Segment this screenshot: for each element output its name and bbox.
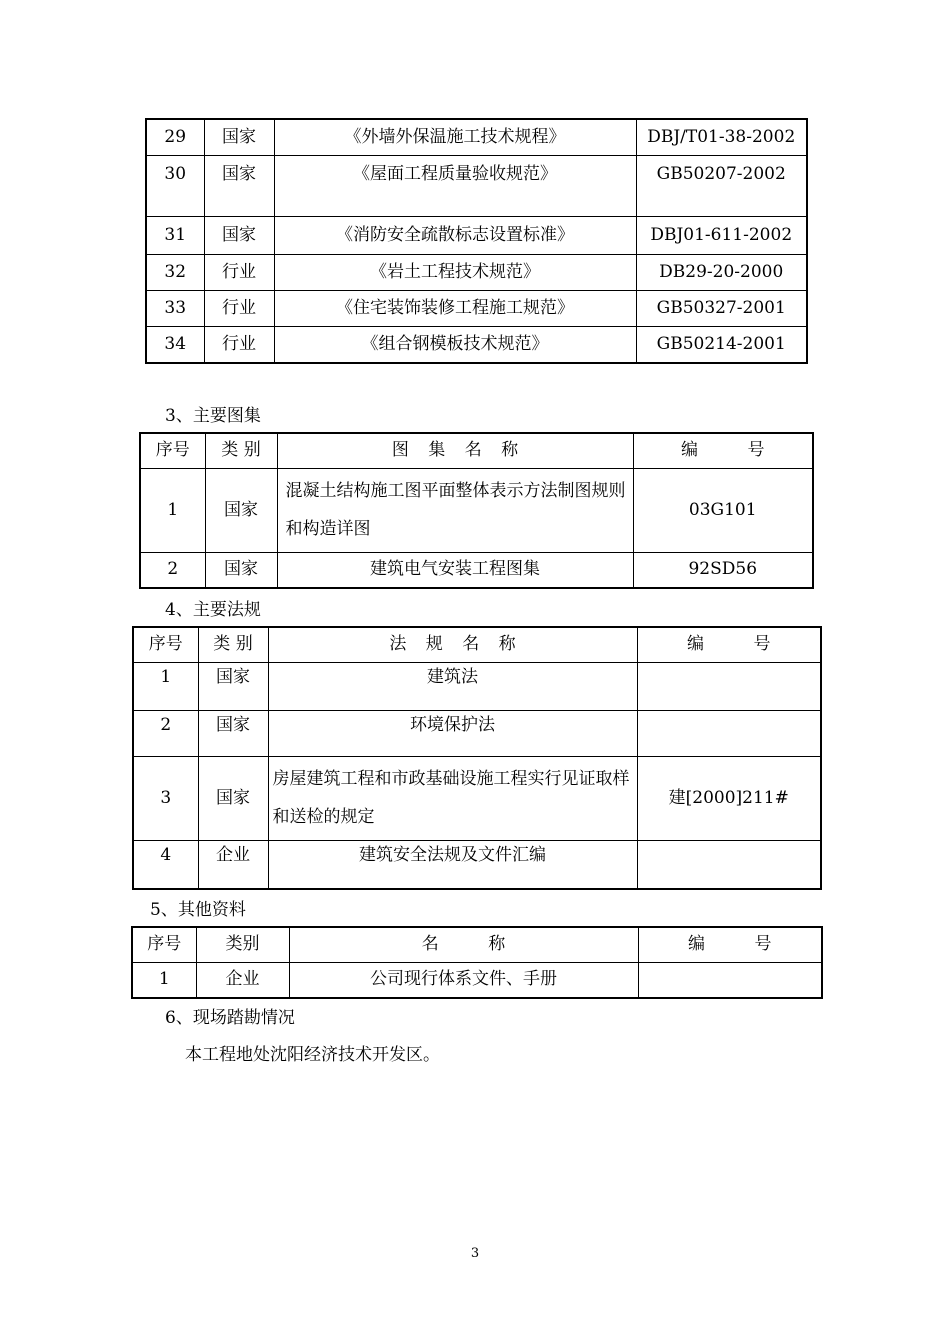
row-type: 国家 [204,119,274,155]
row-number: 1 [133,662,198,710]
row-name: 《组合钢模板技术规范》 [274,326,636,363]
row-code: DB29-20-2000 [636,254,807,290]
row-number: 3 [133,756,198,840]
row-number: 1 [132,962,196,998]
table-header-row [140,433,813,468]
row-name: 公司现行体系文件、手册 [289,962,638,998]
row-code: GB50214-2001 [636,326,807,363]
section-paragraph: 本工程地处沈阳经济技术开发区。 [185,1045,440,1065]
row-type: 国家 [204,216,274,254]
regulations-table [132,626,822,890]
row-code: GB50207-2002 [636,155,807,216]
row-type: 国家 [205,552,277,588]
row-code: 建[2000]211# [637,756,821,840]
table-row [146,254,807,290]
row-number: 1 [140,468,205,552]
header-number: 序号 [132,927,196,962]
header-number: 序号 [133,627,198,662]
header-type: 类 别 [198,627,268,662]
row-type: 行业 [204,254,274,290]
row-type: 国家 [204,155,274,216]
row-number: 32 [146,254,204,290]
section-heading: 3、主要图集 [165,406,261,426]
header-code: 编 号 [637,627,821,662]
row-name: 建筑法 [268,662,637,710]
row-code [638,962,822,998]
page-number: 3 [470,1246,480,1261]
atlas-table [139,432,814,589]
table-row [146,119,807,155]
table-row [146,326,807,363]
table-header-row [133,627,821,662]
other-materials-table [131,926,823,999]
row-type: 国家 [198,710,268,756]
header-number: 序号 [140,433,205,468]
row-number: 30 [146,155,204,216]
row-code: GB50327-2001 [636,290,807,326]
row-type: 企业 [196,962,289,998]
row-type: 行业 [204,290,274,326]
row-code [637,662,821,710]
row-number: 33 [146,290,204,326]
header-name: 法 规 名 称 [268,627,637,662]
row-name: 《岩土工程技术规范》 [274,254,636,290]
row-name: 房屋建筑工程和市政基础设施工程实行见证取样和送检的规定 [268,756,637,840]
table-row [146,216,807,254]
header-type: 类 别 [205,433,277,468]
header-name: 名 称 [289,927,638,962]
row-type: 国家 [205,468,277,552]
table-row [146,155,807,216]
row-name: 建筑安全法规及文件汇编 [268,840,637,889]
row-code: DBJ01-611-2002 [636,216,807,254]
header-code: 编 号 [633,433,813,468]
section-heading: 5、其他资料 [150,900,246,920]
standards-table [145,118,808,364]
row-number: 2 [140,552,205,588]
row-code: 92SD56 [633,552,813,588]
row-name: 《住宅装饰装修工程施工规范》 [274,290,636,326]
row-number: 4 [133,840,198,889]
row-name: 环境保护法 [268,710,637,756]
row-name: 《外墙外保温施工技术规程》 [274,119,636,155]
row-type: 国家 [198,756,268,840]
header-type: 类别 [196,927,289,962]
row-name: 《消防安全疏散标志设置标准》 [274,216,636,254]
table-row [146,290,807,326]
row-number: 2 [133,710,198,756]
row-type: 行业 [204,326,274,363]
row-type: 国家 [198,662,268,710]
row-code [637,840,821,889]
row-number: 29 [146,119,204,155]
row-type: 企业 [198,840,268,889]
section-heading: 6、现场踏勘情况 [165,1008,295,1028]
table-row [140,468,813,552]
row-code: 03G101 [633,468,813,552]
table-row [133,710,821,756]
table-row [132,962,822,998]
section-heading: 4、主要法规 [165,600,261,620]
table-row [140,552,813,588]
row-code: DBJ/T01-38-2002 [636,119,807,155]
row-name: 混凝土结构施工图平面整体表示方法制图规则和构造详图 [277,468,633,552]
table-row [133,756,821,840]
table-row [133,840,821,889]
header-code: 编 号 [638,927,822,962]
table-row [133,662,821,710]
table-header-row [132,927,822,962]
row-code [637,710,821,756]
row-number: 34 [146,326,204,363]
header-name: 图 集 名 称 [277,433,633,468]
row-name: 建筑电气安装工程图集 [277,552,633,588]
row-number: 31 [146,216,204,254]
row-name: 《屋面工程质量验收规范》 [274,155,636,216]
